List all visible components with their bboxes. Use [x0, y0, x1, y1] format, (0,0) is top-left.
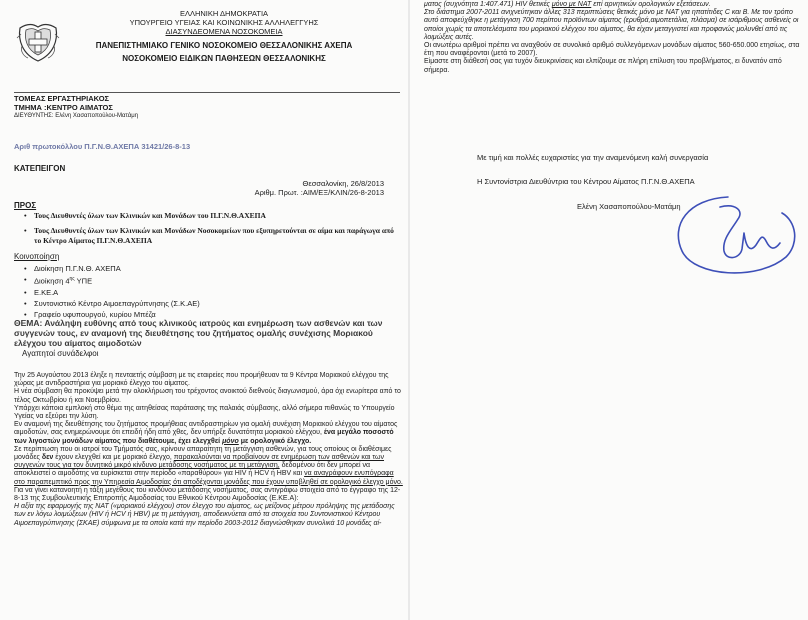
- cc-item: • Συντονιστικό Κέντρο Αιμοεπαγρύπνησης (Σ.Κ.ΑΕ): [24, 298, 200, 309]
- recipient-item: • Τους Διευθυντές όλων των Κλινικών και Μονάδων Νοσοκομείων που εξυπηρετούνται σε αίμα και παράγωγα από το Κέντρο Αίματος Π.Γ.Ν.Θ.ΑΧΕΠΑ: [24, 226, 400, 246]
- department-unit: ΤΜΗΜΑ :ΚΕΝΤΡΟ ΑΙΜΑΤΟΣ: [14, 102, 113, 112]
- body-paragraph: [14, 446, 404, 487]
- protocol-number: Αριθ πρωτοκόλλου Π.Γ.Ν.Θ.ΑΧΕΠΑ 31421/26-8-13: [14, 142, 191, 151]
- body-text: Σε περίπτωση που οι ιατροί του Τμήματός σας, κρίνουν απαραίτητη τη μετάγγιση ασθενών, για τους οποίους οι διαθέσιμες μονάδες: [14, 445, 392, 462]
- body-paragraph: Για να γίνει κατανοητή η τάξη μεγέθους του κινδύνου μετάδοσης νοσήματος, σας αντιγράφω στοιχεία από το έγγραφο της 12-8-13 της Συμβουλευτικής Επιτροπής Αιμοδοσίας του Εθνικού Κέντρου Αιμοδοσίας (Ε.ΚΕ.Α):: [14, 486, 401, 503]
- cc-item: • Διοίκηση Π.Γ.Ν.Θ. ΑΧΕΠΑ: [24, 263, 200, 274]
- closing-line: Με τιμή και πολλές ευχαριστίες για την αναμενόμενη καλή συνεργασία: [477, 153, 709, 162]
- letterhead-hospital: ΠΑΝΕΠΙΣΤΗΜΙΑΚΟ ΓΕΝΙΚΟ ΝΟΣΟΚΟΜΕΙΟ ΘΕΣΣΑΛΟΝΙΚΗΣ ΑΧΕΠΑ: [95, 41, 353, 50]
- department-sector: ΤΟΜΕΑΣ ΕΡΓΑΣΤΗΡΙΑΚΟΣ: [14, 94, 110, 103]
- body-paragraph: [424, 1, 804, 9]
- to-label: ΠΡΟΣ: [14, 201, 37, 210]
- letter-page-2: [410, 0, 808, 620]
- signature-title: Η Συντονίστρια Διευθύντρια του Κέντρου Αίματος Π.Γ.Ν.Θ.ΑΧΕΠΑ: [477, 177, 695, 186]
- date-reference-block: [200, 179, 384, 197]
- cc-item-superscript: ης: [69, 276, 75, 282]
- cc-label: Κοινοποίηση: [14, 252, 60, 261]
- urgency-label: ΚΑΤΕΠΕΙΓΟΝ: [14, 164, 66, 173]
- handwritten-signature-icon: [668, 185, 802, 285]
- body-underlined: παρακαλούνται να προβαίνουν σε ενημέρωση των ασθενών και των συγγενών τους για τον δυνητικό μικρό κίνδυνο μετάδοσης νοσήματος με τη μετάγγιση,: [14, 454, 385, 470]
- body-emphasis-only: μόνο: [222, 437, 239, 445]
- body-paragraph: Την 25 Αυγούστου 2013 έληξε η πενταετής σύμβαση με τις εταιρείες που προμήθευαν τα 9 Κέντρα Μοριακού ελέγχου της χώρας με αντιδραστήρια για μοριακό έλεγχο του αίματος.: [14, 372, 389, 388]
- letterhead-subhospital: ΝΟΣΟΚΟΜΕΙΟ ΕΙΔΙΚΩΝ ΠΑΘΗΣΕΩΝ ΘΕΣΣΑΛΟΝΙΚΗΣ: [122, 54, 326, 63]
- greeting: Αγαπητοί συνάδελφοι: [22, 349, 99, 358]
- body-paragraph: Είμαστε στη διάθεσή σας για τυχόν διευκρινίσεις και ελπίζουμε σε πλήρη επίλυση του προβλήματος, ει δυνατόν από σήμερα.: [424, 58, 782, 74]
- subject-line: ΘΕΜΑ: Ανάληψη ευθύνης από τους κλινικούς ιατρούς και ενημέρωση των ασθενών και των συγγενών τους, εν αναμονή της διευθέτησης του ζητήματος ομαλής συνέχισης Μοριακού ελέγχου του αίματος αιμοδοτών: [14, 318, 383, 348]
- body-paragraph: [14, 421, 404, 446]
- body-text: δεδομένου ότι δεν μπορεί να αποκλειστεί ο αιμοδότης να ευρίσκεται στην περίοδο «παραθύρου» για HIV ή HCV ή HBV και: [14, 462, 371, 478]
- cc-item: [24, 274, 200, 287]
- body-paragraph: Η νέα σύμβαση θα προκύψει μετά την ολοκλήρωση του τρέχοντος ανοικτού διεθνούς διαγωνισμού, άρα όχι ενωρίτερα από το τέλος Οκτωβρίου ή και Νοεμβρίου.: [14, 388, 401, 404]
- body-emphasis: με ορολογικό έλεγχο.: [240, 437, 312, 445]
- signature-name: Ελένη Χασαποπούλου-Ματάμη: [577, 202, 681, 211]
- body-paragraph: Στο διάστημα 2007-2011 ανιχνεύτηκαν άλλες 313 περιπτώσεις θετικές μόνο με NAT για ηπατίτιδες C και B. Με τον τρόπο αυτό αποφεύχθηκε η μετάγγιση 700 περίπου προϊόντων αίματος (ερυθρά,αιμοπετάλια, πλάσμα) σε ισάριθμους ασθενείς οι οποίοι χωρίς τα αποτελέσματα του μοριακού ελέγχου του αίματος, θα είχαν μεταγγιστεί και προφανώς μολυνθεί από τις λοιμώξεις αυτές.: [424, 9, 799, 41]
- letter-body-continued: [424, 1, 804, 75]
- body-paragraph: Οι ανωτέρω αριθμοί πρέπει να αναχθούν σε συνολικό αριθμό συλλεγόμενων μονάδων αίματος 560-650.000 ετησίως, στα έτη που αναφέρονται (μετά το 2007).: [424, 42, 800, 58]
- department-director: ΔΙΕΥΘΥΝΤΗΣ: Ελένη Χασαποπούλου-Ματάμη: [14, 113, 139, 119]
- reference-number: Αριθμ. Πρωτ. :ΑΙΜ/ΕΞ/ΚΛΙΝ/26-8-2013: [254, 188, 384, 197]
- letterhead-line-2: ΥΠΟΥΡΓΕΙΟ ΥΓΕΙΑΣ ΚΑΙ ΚΟΙΝΩΝΙΚΗΣ ΑΛΛΗΛΕΓΓΥΗΣ: [129, 18, 319, 27]
- cc-item: • Γραφείο υφυπουργού, κυρίου Μπέζα: [24, 309, 200, 320]
- cc-list: [24, 263, 200, 320]
- department-block: [14, 95, 138, 121]
- body-paragraph: Η αξία της εφαρμογής της NAT («μοριακού ελέγχου) στον έλεγχο του αίματος, ως μείζονος μέτρου πρόληψης της μετάδοσης των εν λόγω λοιμώξεων (HIV ή HCV ή HBV) με τη μετάγγιση, αποδεικνύεται από τα στοιχεία του Συντονιστικού Κέντρου Αιμοεπαγρύπνησης (ΣΚΑΕ) σύμφωνα με τα οποία κατά την περίοδο 2003-2012 διαγνώσθηκαν συνολικά 10 μονάδες αί-: [14, 503, 395, 527]
- letterhead: [40, 9, 408, 65]
- body-paragraph: Υπάρχει κάποια εμπλοκή στο θέμα της αιτηθείσας παράτασης της παλαιάς σύμβασης, αλλό σήμερα πιθανώς το Υπουργείο Υγείας να εξεύρει την λύση.: [14, 404, 395, 421]
- body-emphasis: δεν: [41, 454, 54, 462]
- body-text: επί αρνητικών ορολογικών εξετάσεων.: [593, 1, 711, 8]
- cc-item: • Ε.ΚΕ.Α: [24, 287, 200, 298]
- body-underlined: να αναγράφουν ενυπόγραφα στο παραπεμπτικό προς την Υπηρεσία Αιμοδοσίας ότι αποδέχονται μονάδες που έχουν υποβληθεί σε ορολογικό έλεγχο μόνο.: [14, 470, 403, 486]
- letterhead-divider: [14, 92, 400, 93]
- body-text: Εν αναμονή της διευθέτησης του ζητήματος προμήθειας αντιδραστηρίων για ομαλή συνέχιση Μοριακού ελέγχου του αίματος αιμοδοτών, σας ενημερώνουμε ότι επειδή ήδη από χθες, δεν υπήρξε δυνατότητα μοριακού ελέγχου,: [14, 421, 398, 437]
- cc-item-suffix: ΥΠΕ: [74, 276, 93, 286]
- cc-item-text: Διοίκηση 4: [34, 276, 70, 286]
- body-emphasis: ένα μεγάλο ποσοστό των λιγοστών μονάδων αίματος που διαθέτουμε, έχει ελεγχθεί: [14, 429, 394, 445]
- recipient-item: • Τους Διευθυντές όλων των Κλινικών και Μονάδων του Π.Γ.Ν.Θ.ΑΧΕΠΑ: [24, 211, 400, 221]
- body-underlined: μόνο με NAT: [551, 1, 592, 8]
- letterhead-line-3: ΔΙΑΣΥΝΔΕΟΜΕΝΑ ΝΟΣΟΚΟΜΕΙΑ: [165, 27, 283, 36]
- recipients-list: [24, 211, 400, 251]
- letterhead-line-1: ΕΛΛΗΝΙΚΗ ΔΗΜΟΚΡΑΤΙΑ: [179, 9, 269, 18]
- body-text: ματος (συχνότητα 1:407.471) HIV θετικές: [424, 1, 550, 8]
- body-text: έχουν ελεγχθεί και με μοριακό έλεγχο,: [55, 454, 172, 462]
- letter-body: [14, 372, 404, 528]
- date-place: Θεσσαλονίκη, 26/8/2013: [302, 179, 384, 188]
